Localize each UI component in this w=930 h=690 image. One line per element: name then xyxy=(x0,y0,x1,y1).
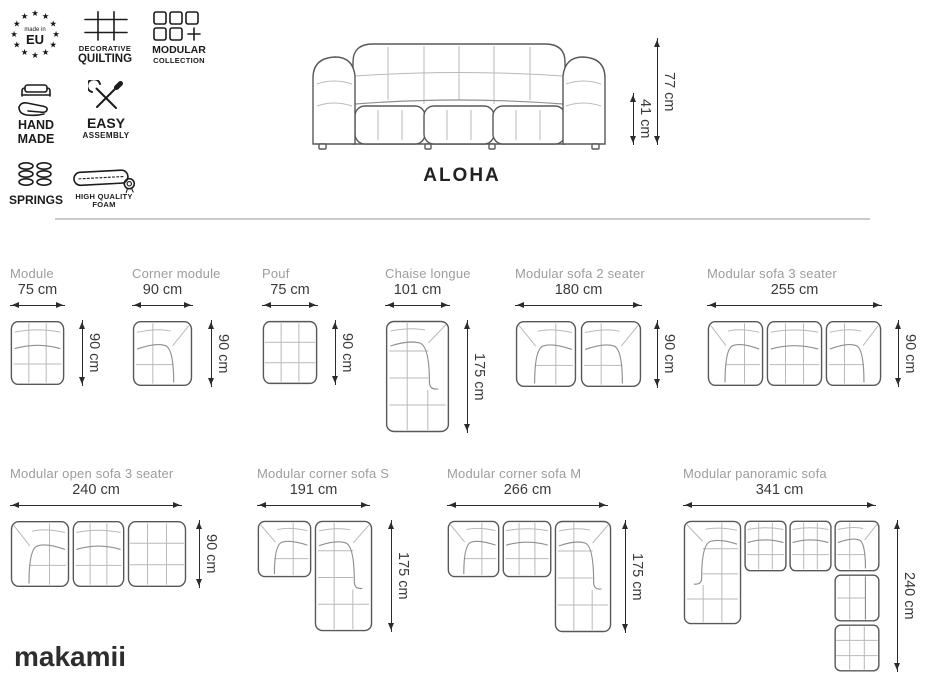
total-height-arrow xyxy=(657,38,658,145)
height-label: 90 cm xyxy=(902,333,918,374)
collection-title: ALOHA xyxy=(423,165,501,186)
high-quality-foam-label: HIGH QUALITY FOAM xyxy=(75,192,133,210)
product-name: Modular sofa 3 seater xyxy=(707,266,837,281)
width-arrow xyxy=(707,305,882,306)
svg-text:★: ★ xyxy=(49,19,58,30)
product-name: Modular panoramic sofa xyxy=(683,466,827,481)
product-name: Corner module xyxy=(132,266,221,281)
corner-module-drawing xyxy=(132,320,193,387)
width-arrow xyxy=(262,305,318,306)
width-arrow xyxy=(683,505,876,506)
springs-label: SPRINGS xyxy=(8,193,63,207)
width-arrow xyxy=(10,505,182,506)
width-label: 255 cm xyxy=(770,282,819,298)
svg-text:made in: made in xyxy=(24,27,46,33)
height-label: 90 cm xyxy=(86,333,102,373)
width-label: 90 cm xyxy=(142,282,183,298)
svg-text:★: ★ xyxy=(31,51,39,61)
height-arrow xyxy=(335,320,336,385)
width-label: 75 cm xyxy=(270,282,310,298)
modular-collection-icon xyxy=(152,10,204,44)
corner-sofa-s-drawing xyxy=(257,520,373,632)
modular-collection-label: MODULAR COLLECTION xyxy=(152,44,206,65)
height-arrow xyxy=(82,320,83,386)
height-arrow xyxy=(467,320,468,433)
svg-text:★: ★ xyxy=(20,48,29,59)
height-arrow xyxy=(211,320,212,387)
width-arrow xyxy=(132,305,193,306)
width-label: 191 cm xyxy=(289,482,338,498)
height-arrow xyxy=(657,320,658,388)
divider xyxy=(55,218,870,220)
product-name: Modular corner sofa S xyxy=(257,466,390,481)
width-arrow xyxy=(10,305,65,306)
chaise-longue-drawing xyxy=(385,320,450,433)
height-label: 90 cm xyxy=(215,333,231,374)
hand-made-label: HAND MADE xyxy=(17,118,55,146)
height-label: 175 cm xyxy=(471,352,487,401)
total-height-label: 77 cm xyxy=(661,71,677,112)
height-label: 175 cm xyxy=(395,552,411,600)
product-name: Modular open sofa 3 seater xyxy=(10,466,174,481)
seat-height-arrow xyxy=(633,93,634,145)
height-label: 240 cm xyxy=(901,572,917,620)
width-arrow xyxy=(447,505,608,506)
svg-text:★: ★ xyxy=(31,9,39,19)
module-drawing xyxy=(10,320,65,386)
height-arrow xyxy=(898,320,899,387)
height-arrow xyxy=(199,520,200,588)
panoramic-sofa-drawing xyxy=(683,520,880,672)
corner-sofa-m-drawing xyxy=(447,520,612,633)
height-label: 90 cm xyxy=(339,332,355,373)
width-label: 180 cm xyxy=(554,282,603,298)
product-name: Pouf xyxy=(262,266,290,281)
height-arrow xyxy=(391,520,392,632)
width-arrow xyxy=(515,305,642,306)
easy-assembly-icon xyxy=(88,80,124,116)
sofa-2-seater-drawing xyxy=(515,320,642,388)
svg-text:★: ★ xyxy=(49,40,58,51)
svg-text:★: ★ xyxy=(12,19,21,30)
decorative-quilting-label: DECORATIVE QUILTING xyxy=(77,44,133,66)
height-label: 90 cm xyxy=(661,334,677,374)
height-arrow xyxy=(625,520,626,633)
svg-text:★: ★ xyxy=(41,11,50,22)
width-label: 101 cm xyxy=(393,282,442,298)
pouf-drawing xyxy=(262,320,318,385)
hand-made-icon xyxy=(13,82,59,118)
product-name: Module xyxy=(10,266,54,281)
product-name: Modular sofa 2 seater xyxy=(515,266,645,281)
height-arrow xyxy=(897,520,898,672)
svg-text:★: ★ xyxy=(12,40,21,51)
width-label: 240 cm xyxy=(72,482,120,498)
width-arrow xyxy=(257,505,370,506)
svg-text:★: ★ xyxy=(10,30,18,40)
sofa-front-illustration xyxy=(303,32,615,150)
width-arrow xyxy=(385,305,450,306)
seat-height-label: 41 cm xyxy=(637,99,653,139)
width-label: 266 cm xyxy=(503,482,552,498)
height-label: 175 cm xyxy=(629,552,645,601)
svg-text:EU: EU xyxy=(25,32,45,47)
height-label: 90 cm xyxy=(203,534,219,574)
easy-assembly-label: EASY ASSEMBLY xyxy=(82,115,130,140)
open-sofa-3-seater-drawing xyxy=(10,520,187,588)
sofa-3-seater-drawing xyxy=(707,320,882,387)
svg-text:★: ★ xyxy=(20,11,29,22)
brand-logo: makamii xyxy=(14,641,127,672)
decorative-quilting-icon xyxy=(83,11,129,41)
made-in-eu-icon xyxy=(8,7,62,61)
width-label: 75 cm xyxy=(17,282,58,298)
high-quality-foam-icon xyxy=(72,163,140,195)
svg-text:★: ★ xyxy=(41,48,50,59)
springs-icon xyxy=(15,160,55,190)
product-name: Chaise longue xyxy=(385,266,471,281)
product-name: Modular corner sofa M xyxy=(447,466,582,481)
svg-text:★: ★ xyxy=(52,30,60,40)
width-label: 341 cm xyxy=(755,482,804,498)
